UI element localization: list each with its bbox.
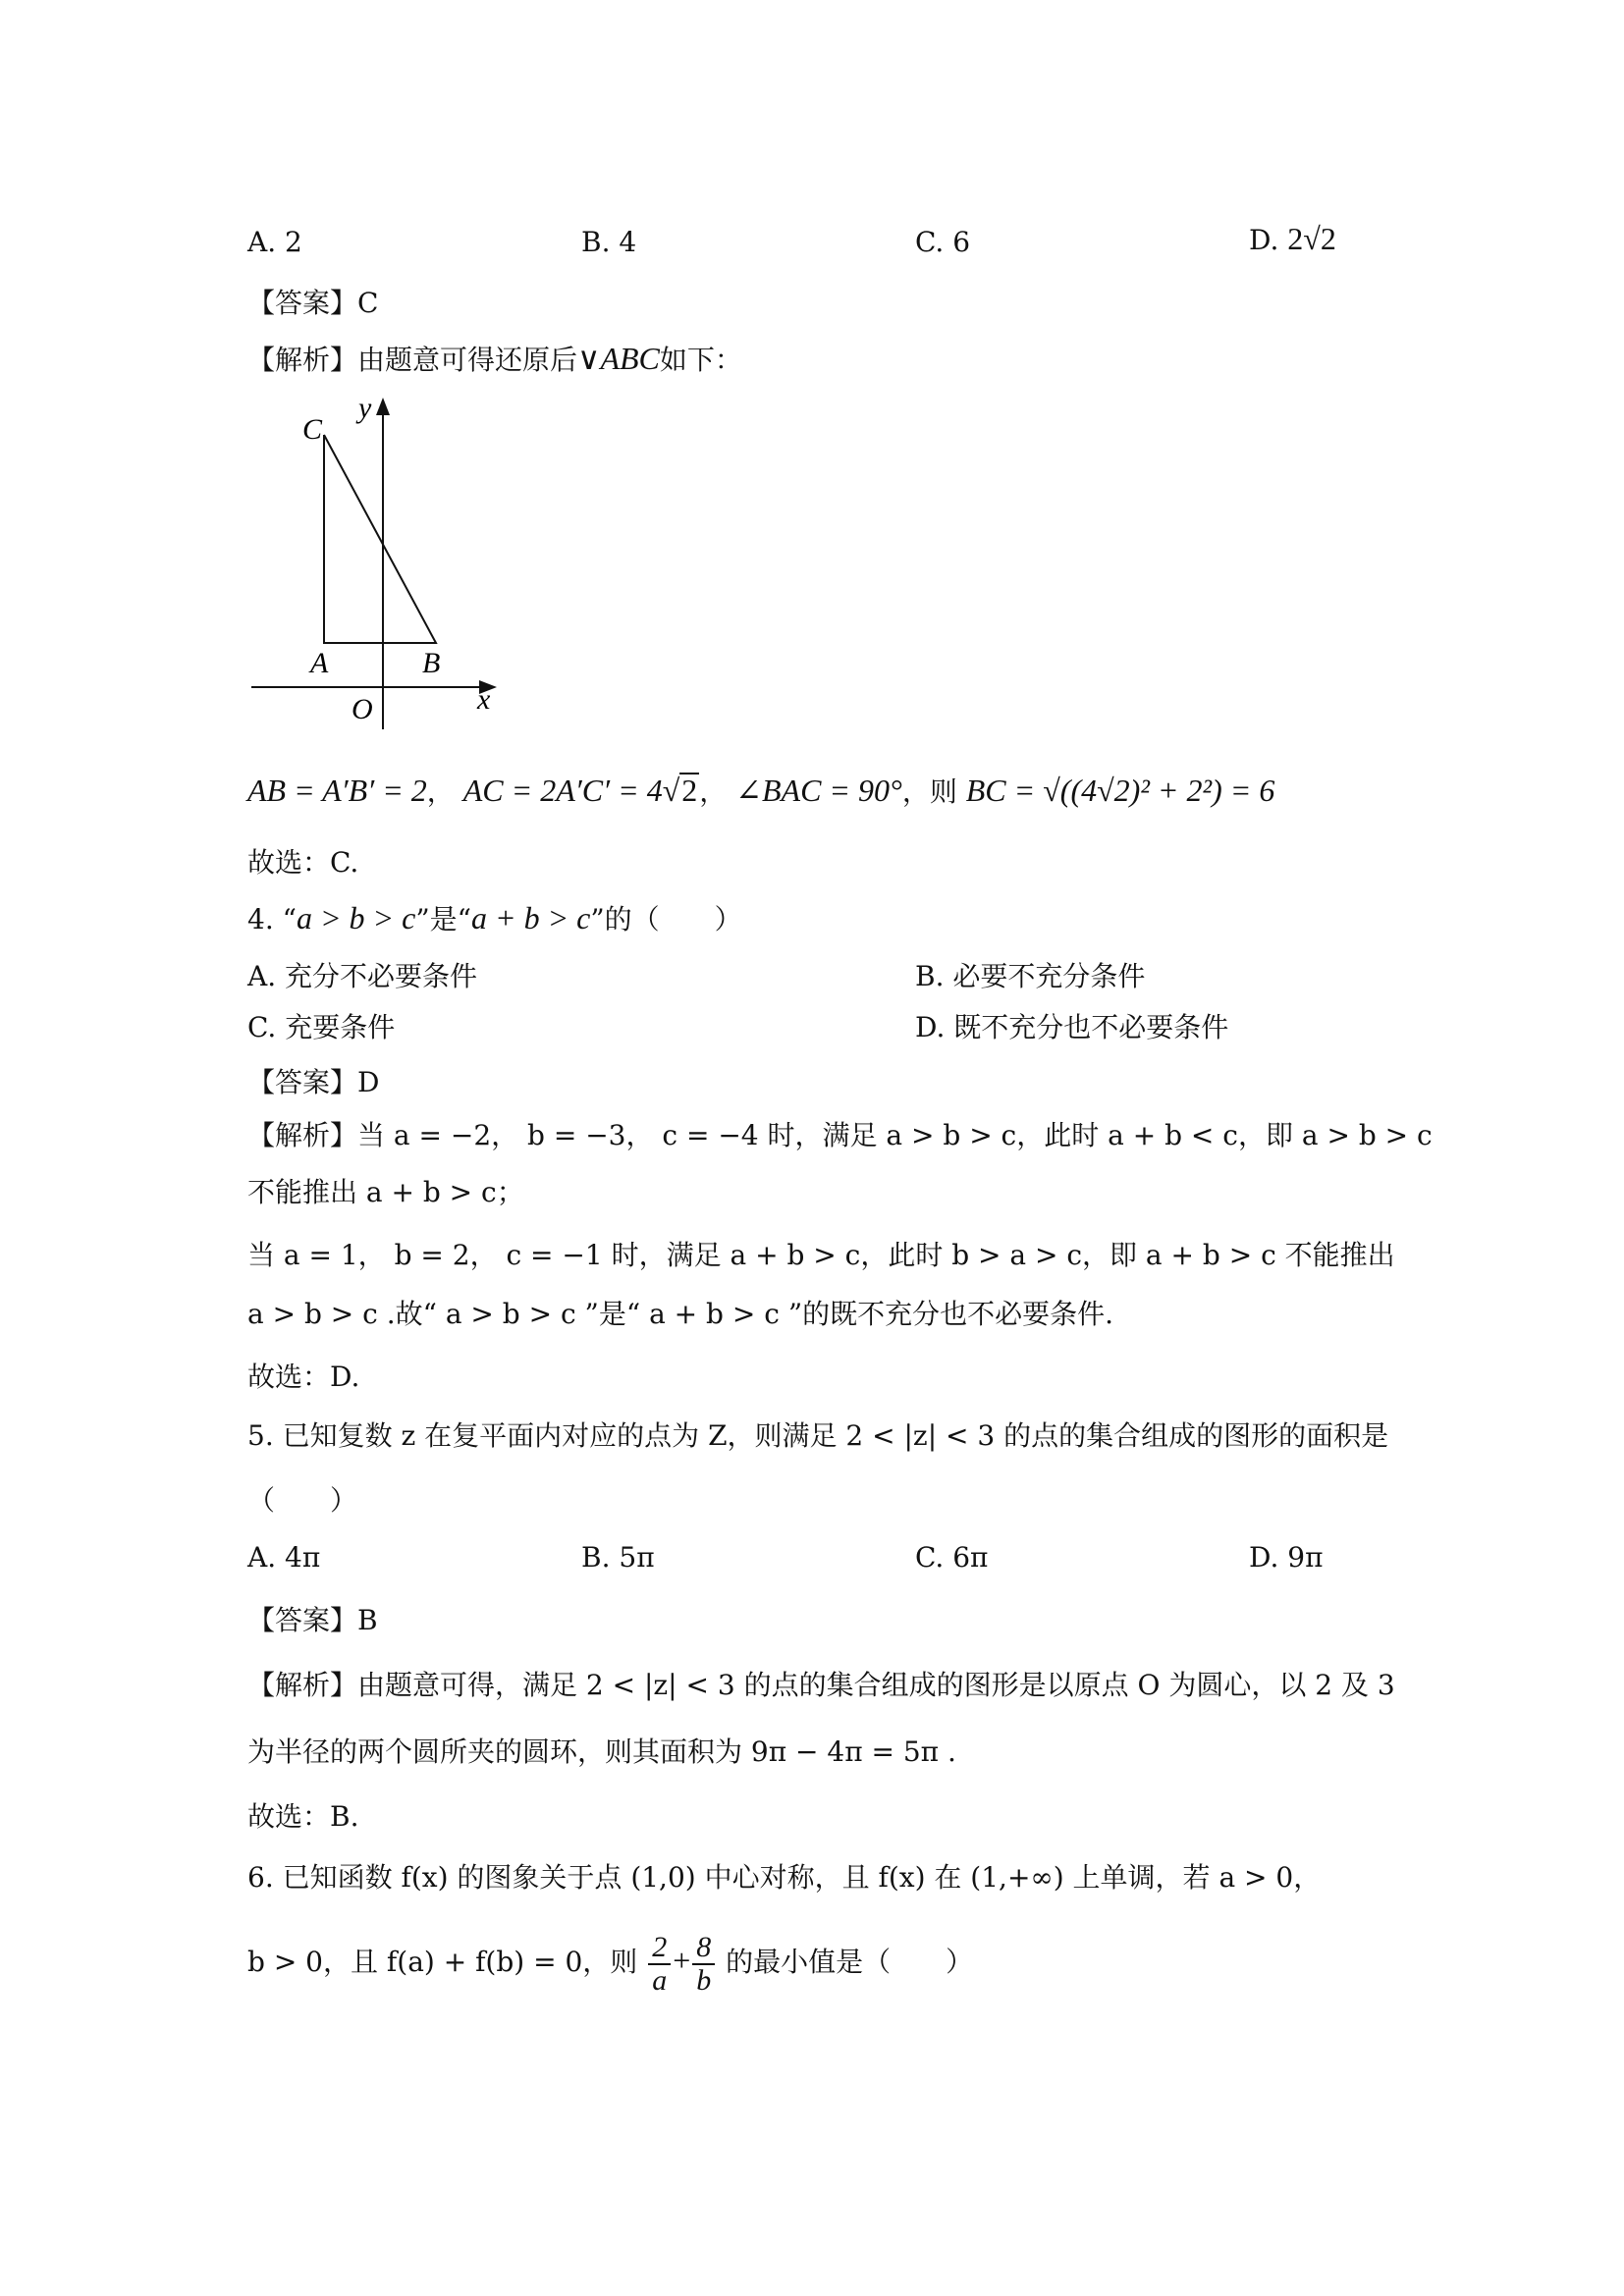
q3-choose: 故选：C. bbox=[247, 846, 359, 879]
triangle-abc bbox=[324, 435, 436, 643]
q4-choose: 故选：D. bbox=[247, 1361, 360, 1393]
q4-option-a: A. 充分不必要条件 bbox=[247, 960, 478, 992]
q4-stem-math1: a > b > c bbox=[296, 900, 416, 935]
q4-option-d: D. 既不充分也不必要条件 bbox=[915, 1011, 1229, 1043]
q3-calc-ac: AC = 2A′C′ = 4 bbox=[462, 773, 663, 808]
q3-calc-bc: BC = √((4√2)² + 2²) = 6 bbox=[965, 773, 1275, 808]
q4-stem-math2: a + b > c bbox=[470, 900, 591, 935]
q3-option-b: B. 4 bbox=[581, 226, 637, 258]
q6-fraction-2-over-a bbox=[648, 1932, 671, 1996]
q3-analysis bbox=[247, 340, 742, 377]
q3-option-d-prefix: D. bbox=[1249, 224, 1288, 256]
q6-stem-line2 bbox=[247, 1932, 973, 1996]
q5-stem-line2: （ ） bbox=[247, 1484, 358, 1517]
label-a: A bbox=[310, 647, 329, 679]
q3-analysis-triangle: ∨ABC bbox=[577, 341, 660, 376]
q4-analysis-line4: a > b > c .故“ a > b > c ”是“ a + b > c ”的既不充分也不必要条件. bbox=[247, 1298, 1114, 1330]
q3-calc-ac-sqrt-sign: √ bbox=[662, 773, 680, 808]
q4-stem-post: ”的（ ） bbox=[590, 903, 742, 935]
q6-fraction2-numerator: 8 bbox=[692, 1932, 715, 1965]
q6-fraction1-numerator: 2 bbox=[648, 1932, 671, 1965]
q5-analysis-line2: 为半径的两个圆所夹的圆环，则其面积为 9π − 4π = 5π . bbox=[247, 1735, 956, 1768]
q6-plus-sign: + bbox=[673, 1943, 691, 1978]
q3-calculation bbox=[247, 772, 1274, 809]
q6-fraction-8-over-b bbox=[692, 1932, 715, 1996]
q4-analysis-line2: 不能推出 a + b > c； bbox=[247, 1176, 524, 1208]
q4-stem bbox=[247, 899, 742, 936]
q3-option-d bbox=[1249, 220, 1336, 257]
y-axis-arrow bbox=[376, 398, 390, 415]
q6-fraction2-denominator: b bbox=[696, 1963, 712, 1997]
q3-calc-sep1: ， bbox=[426, 775, 455, 808]
q4-stem-pre: 4. “ bbox=[247, 903, 297, 935]
q4-stem-mid: ”是“ bbox=[415, 903, 471, 935]
q4-option-b: B. 必要不充分条件 bbox=[915, 960, 1146, 992]
q5-option-a: A. 4π bbox=[247, 1541, 321, 1574]
q3-analysis-intro: 【解析】由题意可得还原后 bbox=[247, 344, 578, 376]
label-o: O bbox=[352, 693, 373, 725]
q3-calc-ab: AB = A′B′ = 2 bbox=[247, 773, 427, 808]
q5-answer: 【答案】B bbox=[247, 1604, 378, 1636]
label-c: C bbox=[302, 413, 323, 446]
q3-calc-sep2: ， bbox=[699, 775, 728, 808]
q4-analysis-line1: 【解析】当 a = −2， b = −3， c = −4 时，满足 a > b > c，此时 a + b < c，即 a > b > c bbox=[247, 1119, 1433, 1151]
q3-calc-ac-radicand: 2 bbox=[681, 773, 698, 808]
q6-fraction1-denominator: a bbox=[652, 1963, 668, 1997]
q3-option-c: C. 6 bbox=[915, 226, 971, 258]
triangle-figure bbox=[245, 388, 511, 741]
q4-analysis-line3: 当 a = 1， b = 2， c = −1 时，满足 a + b > c，此时 b > a > c，即 a + b > c 不能推出 bbox=[247, 1239, 1395, 1271]
q5-option-b: B. 5π bbox=[581, 1541, 655, 1574]
q4-answer: 【答案】D bbox=[247, 1066, 380, 1098]
q5-stem-line1: 5. 已知复数 z 在复平面内对应的点为 Z，则满足 2 < |z| < 3 的点的集合组成的图形的面积是 bbox=[247, 1419, 1389, 1452]
q5-option-d: D. 9π bbox=[1249, 1541, 1324, 1574]
q3-option-a: A. 2 bbox=[247, 226, 302, 258]
q3-option-d-math: 2√2 bbox=[1287, 221, 1336, 256]
q3-calc-then: ，则 bbox=[901, 775, 957, 808]
q5-analysis-line1: 【解析】由题意可得，满足 2 < |z| < 3 的点的集合组成的图形是以原点 O 为圆心，以 2 及 3 bbox=[247, 1669, 1395, 1701]
q5-option-c: C. 6π bbox=[915, 1541, 989, 1574]
label-x: x bbox=[477, 683, 491, 716]
q3-calc-angle: ∠BAC = 90° bbox=[735, 773, 902, 808]
label-y: y bbox=[358, 392, 372, 424]
q5-choose: 故选：B. bbox=[247, 1800, 359, 1833]
q4-option-c: C. 充要条件 bbox=[247, 1011, 396, 1043]
q6-stem-line2-post: 的最小值是（ ） bbox=[726, 1946, 974, 1978]
label-b: B bbox=[422, 647, 441, 679]
q6-stem-line2-pre: b > 0，且 f(a) + f(b) = 0，则 bbox=[247, 1946, 638, 1978]
q6-stem-line1: 6. 已知函数 f(x) 的图象关于点 (1,0) 中心对称，且 f(x) 在 (1,+∞) 上单调，若 a > 0， bbox=[247, 1861, 1322, 1894]
q3-analysis-tail: 如下： bbox=[659, 344, 742, 376]
q3-answer: 【答案】C bbox=[247, 287, 379, 319]
